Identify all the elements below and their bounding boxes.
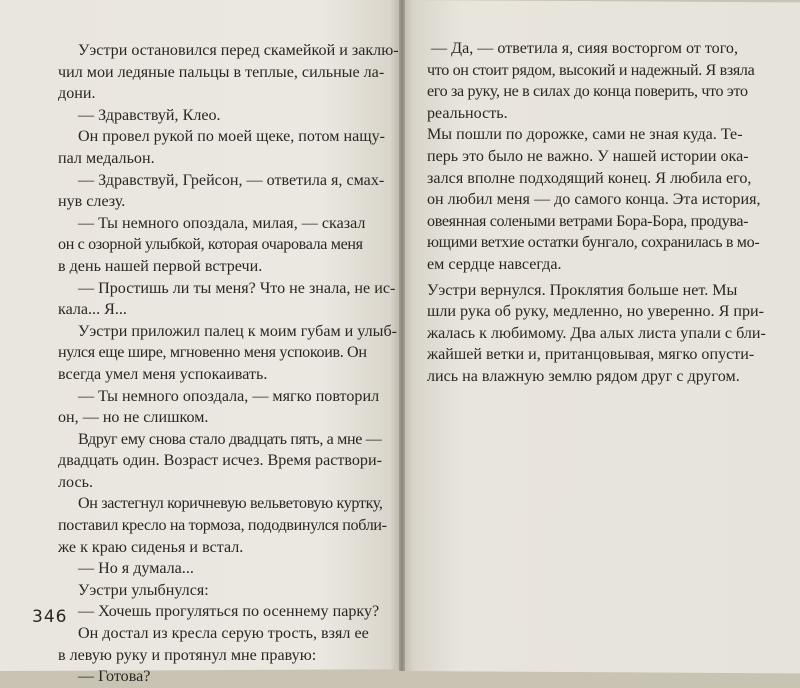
text-line: жайшей ветки и, пританцовывая, мягко опусти- xyxy=(427,346,755,364)
text-line: он с озорной улыбкой, которая очаровала меня xyxy=(58,236,363,254)
text-line: он, — но не слишком. xyxy=(58,409,209,427)
text-line: перь это было не важно. У нашей истории ока- xyxy=(427,147,749,165)
text-line: в левую руку и протянул мне правую: xyxy=(58,646,317,664)
text-line: Уэстри приложил палец к моим губам и улыб- xyxy=(78,322,398,340)
text-line: — Да, — ответила я, сияя восторгом от того, xyxy=(431,40,738,57)
text-line: — Здравствуй, Грейсон, — ответила я, смах- xyxy=(78,171,385,189)
text-line: лось. xyxy=(58,473,93,491)
left-page-text xyxy=(58,40,399,688)
text-line: Он провел рукой по моей щеке, потом нащу- xyxy=(78,128,386,146)
text-line: всегда умел меня успокаивать. xyxy=(58,365,268,383)
text-line: его за руку, не в силах до конца поверить, что это xyxy=(427,83,748,101)
text-line: кала... Я... xyxy=(58,301,127,319)
text-line: зался вполне подходящий конец. Я любила его, xyxy=(427,169,752,187)
text-line: Вдруг ему снова стало двадцать пять, а мне — xyxy=(78,430,382,448)
text-line: дони. xyxy=(58,85,96,103)
text-line: нув слезу. xyxy=(58,193,126,211)
text-line: жалась к любимому. Два алых листа упали с бли- xyxy=(427,324,766,342)
text-line: ем сердце навсегда. xyxy=(427,255,562,273)
text-line: пал медальон. xyxy=(58,149,155,167)
text-line: — Хочешь прогуляться по осеннему парку? xyxy=(78,603,380,621)
text-line: двадцать один. Возраст исчез. Время раствори- xyxy=(58,452,382,470)
text-line: — Но я думала... xyxy=(78,560,194,578)
text-line: ющими ветхие остатки бунгало, сохранилась в мо- xyxy=(427,234,760,252)
text-line: Уэстри остановился перед скамейкой и заклю- xyxy=(78,42,399,59)
text-line: Уэстри улыбнулся: xyxy=(78,581,209,599)
page-number: 346 xyxy=(32,607,68,627)
text-line: Мы пошли по дорожке, сами не зная куда. Те- xyxy=(427,126,743,144)
right-page-text xyxy=(427,38,779,388)
text-line: — Ты немного опоздала, — мягко повторил xyxy=(78,387,380,405)
text-line: — Простишь ли ты меня? Что не знала, не ис- xyxy=(78,279,396,297)
text-line: нулся еще шире, мгновенно меня успокоив. Он xyxy=(58,344,367,362)
text-line: что он стоит рядом, высокий и надежный. Я взяла xyxy=(427,61,755,79)
text-line: овеянная солеными ветрами Бора-Бора, продува- xyxy=(427,212,749,230)
text-line: Он застегнул коричневую вельветовую куртку, xyxy=(78,495,383,513)
text-line: — Готова? xyxy=(78,668,151,686)
text-line: реальность. xyxy=(427,104,508,122)
book-gutter xyxy=(399,0,405,671)
text-line: лись на влажную землю рядом друг с другом. xyxy=(427,367,740,385)
text-line: Он достал из кресла серую трость, взял ее xyxy=(78,625,369,643)
text-line: шли рука об руку, медленно, но уверенно. Я при- xyxy=(427,303,764,321)
text-line: же к краю сиденья и встал. xyxy=(58,538,244,556)
text-line: — Ты немного опоздала, милая, — сказал xyxy=(78,214,366,232)
text-line: — Здравствуй, Клео. xyxy=(78,106,221,124)
text-line: чил мои ледяные пальцы в теплые, сильные ла- xyxy=(58,63,385,81)
text-line: в день нашей первой встречи. xyxy=(58,257,263,275)
text-line: Уэстри вернулся. Проклятия больше нет. Мы xyxy=(427,281,738,299)
text-line: поставил кресло на тормоза, пододвинулся побли- xyxy=(58,517,387,535)
text-line: он любил меня — до самого конца. Эта история, xyxy=(427,191,761,209)
